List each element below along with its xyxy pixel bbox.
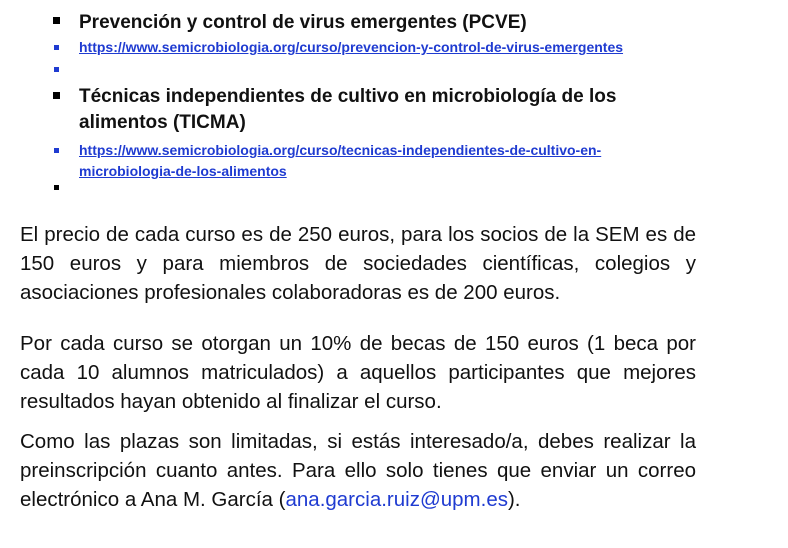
course-1-title: Prevención y control de virus emergentes (PCVE) — [79, 12, 527, 33]
price-paragraph: El precio de cada curso es de 250 euros, para los socios de la SEM es de 150 euros y para miembros de sociedades científicas, colegios y asociaciones profesionales colaboradoras es de 200 euros. — [20, 223, 696, 304]
bullet-course-2 — [53, 92, 60, 99]
contact-paragraph — [20, 427, 696, 514]
course-2-title-line-1: Técnicas independientes de cultivo en microbiología de los — [79, 86, 617, 107]
contact-email-link[interactable]: ana.garcia.ruiz@upm.es — [285, 488, 508, 511]
course-2-link-line-2[interactable]: microbiologia-de-los-alimentos — [79, 163, 287, 179]
course-2-link-line-1[interactable]: https://www.semicrobiologia.org/curso/tecnicas-independientes-de-cultivo-en- — [79, 142, 602, 158]
course-2-title — [79, 84, 719, 136]
contact-text: Como las plazas son limitadas, si estás interesado/a, debes realizar la preinscripción cuanto antes. Para ello solo tienes que enviar un correo electrónico a Ana M. García ( — [20, 430, 696, 511]
course-2-title-line-2: alimentos (TICMA) — [79, 112, 246, 133]
bullet-link-2 — [54, 148, 59, 153]
bullet-link-1 — [54, 45, 59, 50]
contact-suffix: ). — [507, 488, 521, 511]
bullet-course-1 — [53, 17, 60, 24]
course-1-link[interactable]: https://www.semicrobiologia.org/curso/prevencion-y-control-de-virus-emergentes — [79, 39, 624, 55]
course-2-link[interactable] — [79, 140, 719, 182]
bullet-empty-2 — [54, 185, 59, 190]
bullet-empty-1 — [54, 67, 59, 72]
grants-paragraph: Por cada curso se otorgan un 10% de becas de 150 euros (1 beca por cada 10 alumnos matriculados) a aquellos participantes que mejores resultados hayan obtenido al finalizar el curso. — [20, 332, 696, 413]
